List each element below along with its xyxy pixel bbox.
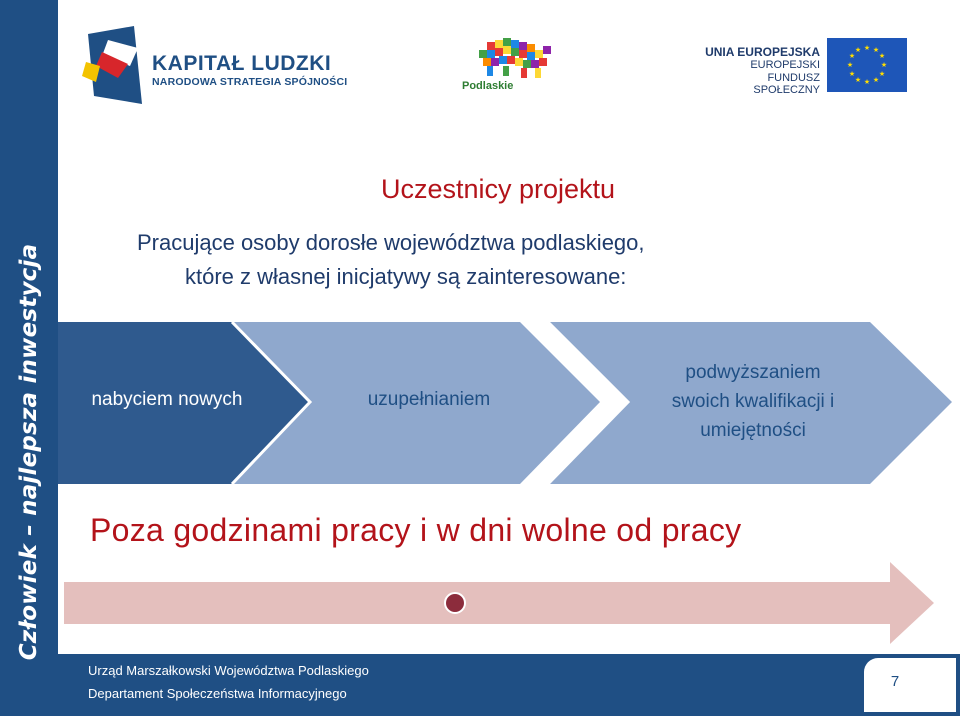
svg-text:★: ★ bbox=[854, 46, 862, 54]
svg-text:★: ★ bbox=[848, 52, 856, 60]
schedule-note: Poza godzinami pracy i w dni wolne od pracy bbox=[90, 512, 742, 548]
step-3-label-line: umiejętności bbox=[700, 420, 806, 441]
svg-text:★: ★ bbox=[863, 44, 871, 52]
step-3-label bbox=[620, 358, 886, 445]
svg-text:★: ★ bbox=[880, 61, 888, 69]
footer-department: Departament Społeczeństwa Informacyjnego bbox=[88, 686, 347, 701]
step-3-label-line: swoich kwalifikacji i bbox=[671, 391, 835, 412]
step-1-label: nabyciem nowych bbox=[91, 389, 243, 410]
slide-title: Uczestnicy projektu bbox=[380, 174, 616, 204]
kapital-ludzki-title: KAPITAŁ LUDZKI bbox=[152, 52, 332, 75]
svg-text:★: ★ bbox=[872, 46, 880, 54]
eu-label-line2: EUROPEJSKI bbox=[750, 59, 820, 71]
svg-text:★: ★ bbox=[846, 61, 854, 69]
timeline-marker bbox=[445, 593, 465, 613]
timeline-arrow bbox=[64, 562, 934, 644]
step-3-label-line: podwyższaniem bbox=[685, 362, 821, 383]
page-number: 7 bbox=[890, 673, 900, 690]
svg-text:★: ★ bbox=[872, 76, 880, 84]
slide-subtitle-line1: Pracujące osoby dorosłe województwa podlaskiego, bbox=[137, 230, 645, 255]
svg-text:★: ★ bbox=[848, 70, 856, 78]
step-2-label: uzupełnianiem bbox=[367, 389, 491, 410]
svg-text:★: ★ bbox=[878, 70, 886, 78]
podlaskie-label: Podlaskie bbox=[462, 80, 514, 92]
side-band-slogan: Człowiek – najlepsza inwestycja bbox=[16, 243, 42, 661]
kapital-ludzki-subtitle: NARODOWA STRATEGIA SPÓJNOŚCI bbox=[152, 76, 348, 88]
eu-label-line1: UNIA EUROPEJSKA bbox=[705, 45, 820, 59]
svg-text:★: ★ bbox=[863, 78, 871, 86]
svg-text:★: ★ bbox=[878, 52, 886, 60]
svg-text:★: ★ bbox=[854, 76, 862, 84]
slide-subtitle-line2: które z własnej inicjatywy są zainteresowane: bbox=[185, 264, 627, 289]
eu-label-line3: FUNDUSZ SPOŁECZNY bbox=[753, 72, 820, 96]
footer-office: Urząd Marszałkowski Województwa Podlaskiego bbox=[88, 663, 369, 678]
